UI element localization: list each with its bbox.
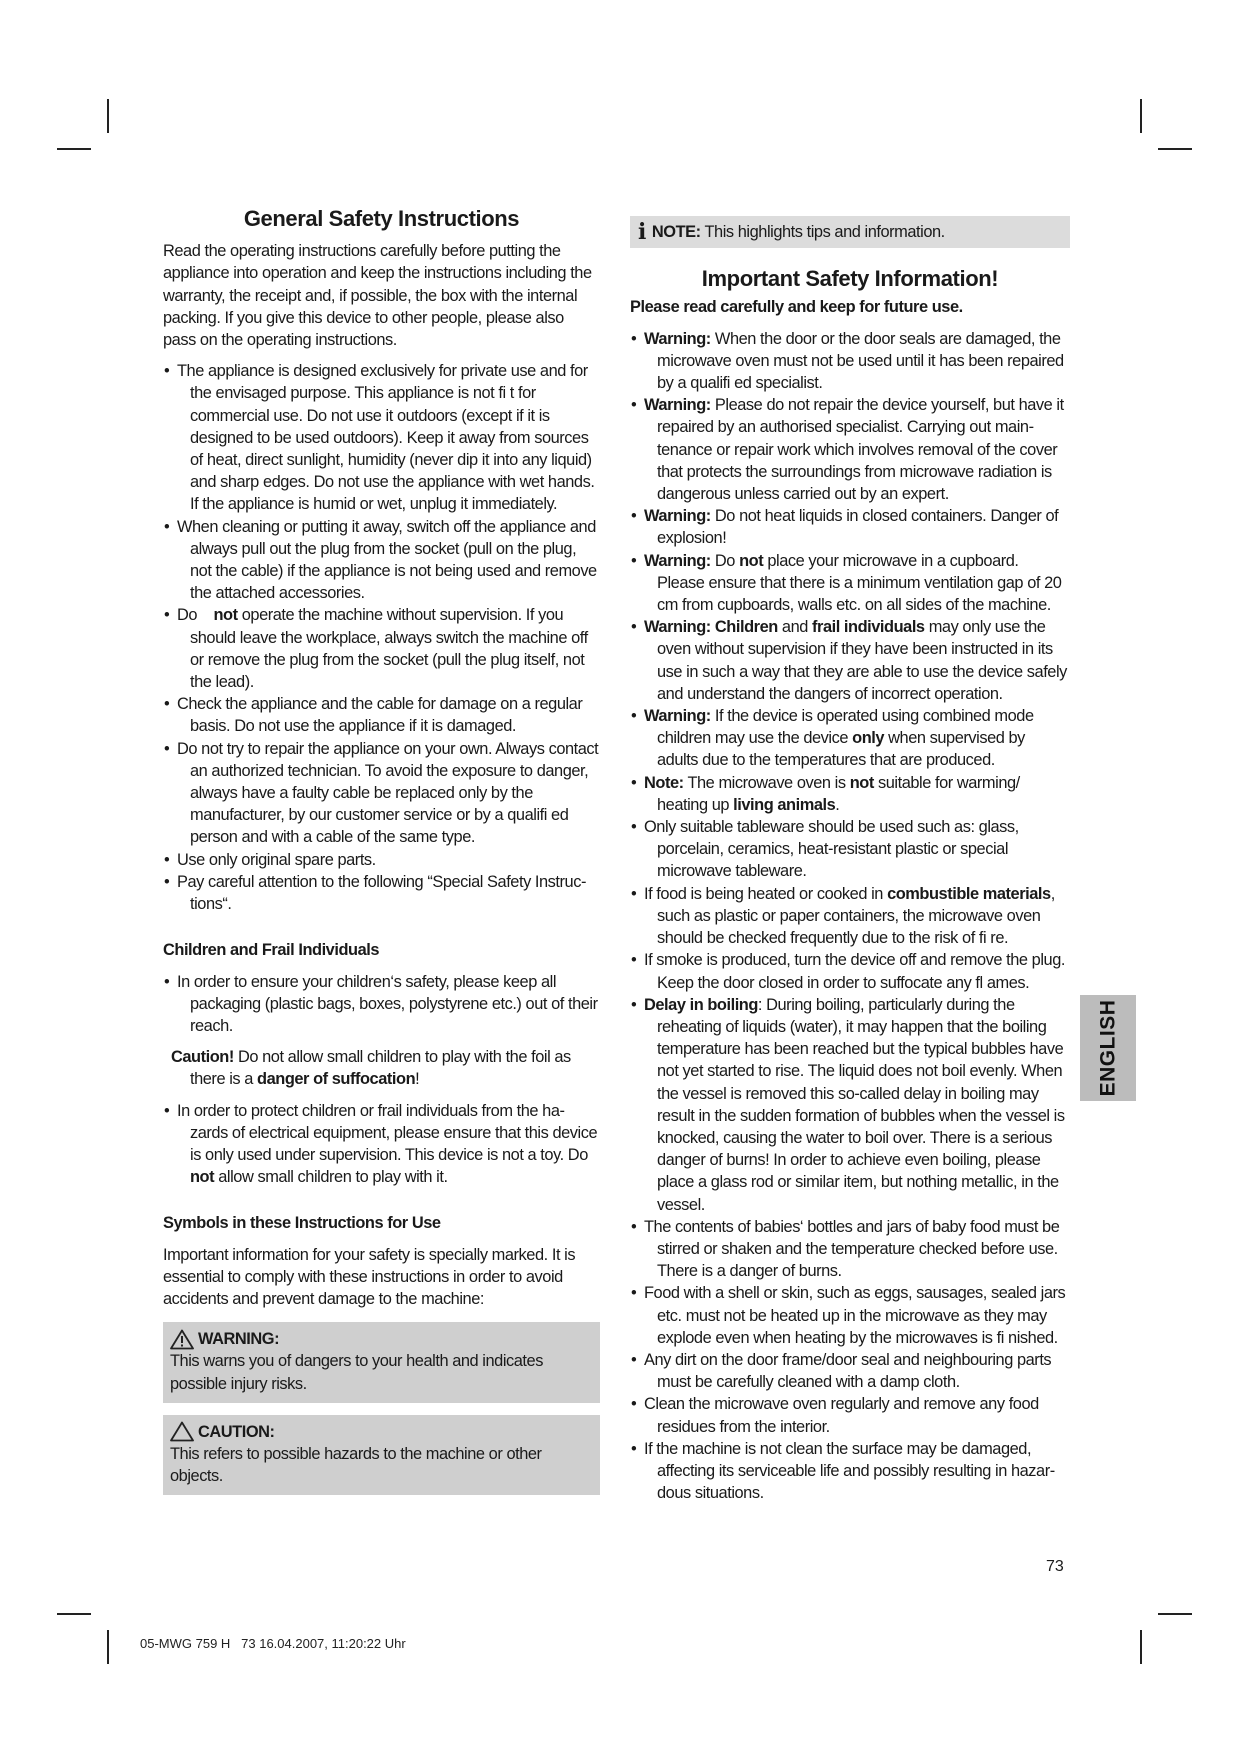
list-item: • The appliance is designed exclusively for private use and for the envisaged purpose. This appliance is not fi t for commercial use. Do not use it outdoors (except if it is designed to be used outdoors). Keep it away from sources of heat, direct sunlight, humidity (never dip it into any liquid) and sharp edges. Do not use the appliance with wet hands. If the appliance is humid or wet, unplug it immediately. — [163, 360, 600, 515]
symbols-heading: Symbols in these Instructions for Use — [163, 1214, 441, 1233]
list-item: • Warning: When the door or the door seals are damaged, the microwave oven must not be used until it has been repaired by a qualifi ed specialist. — [630, 328, 1070, 395]
general-safety-title: General Safety Instructions — [243, 206, 520, 231]
list-item: • The contents of babies‘ bottles and jars of baby food must be stirred or shaken and the temperature checked before use. There is a danger of burns. — [630, 1216, 1070, 1283]
crop-mark — [107, 99, 109, 133]
caution-triangle-icon — [170, 1421, 194, 1442]
list-item: • If the machine is not clean the surface may be damaged, affecting its serviceable life and possibly resulting in hazar- dous situations. — [630, 1438, 1070, 1505]
children-bullet-list — [163, 971, 600, 1038]
list-item: • Warning: Please do not repair the device yourself, but have it repaired by an authorised specialist. Carrying out main- tenance or repair work which involves removal of the cover that protects the surroundings from microwave radiation is dangerous unless carried out by an expert. — [630, 394, 1070, 505]
note-text: This highlights tips and information. — [704, 223, 945, 241]
general-bullet-list — [163, 360, 600, 915]
language-tab — [1080, 995, 1136, 1101]
crop-mark — [57, 148, 91, 150]
warning-triangle-icon — [170, 1329, 194, 1350]
list-item: • Use only original spare parts. — [163, 849, 600, 871]
list-item: • Delay in boiling: During boiling, particularly during the reheating of liquids (water), it may happen that the boiling temperature has been reached but the typical bubbles have not yet started to rise. The liquid does not boil evenly. When the vessel is removed this so-called delay in boiling may result in the sudden formation of bubbles when the vessel is knocked, causing the water to boil over. There is a serious danger of burns! In order to achieve even boiling, please place a glass rod or similar item, but nothing metallic, in the vessel. — [630, 994, 1070, 1216]
page-number: 73 — [1046, 1558, 1064, 1575]
warning-text: This warns you of dangers to your health and indicates possible injury risks. — [170, 1352, 543, 1393]
list-item: • Warning: Do not place your microwave in a cupboard. Please ensure that there is a minimum ventilation gap of 20 cm from cupboards, walls etc. on all sides of the machine. — [630, 550, 1070, 617]
list-item: • Do not try to repair the appliance on your own. Always contact an authorized technician. To avoid the exposure to danger, always have a faulty cable be replaced only by the manufacturer, by our customer service or by a qualifi ed person and with a cable of the same type. — [163, 738, 600, 849]
important-bullet-list — [630, 328, 1070, 1505]
caution-text: This refers to possible hazards to the machine or other objects. — [170, 1444, 542, 1486]
warning-box — [163, 1322, 600, 1403]
crop-mark — [1158, 148, 1192, 150]
list-item: • Only suitable tableware should be used such as: glass, porcelain, ceramics, heat-resistant plastic or special microwave tableware. — [630, 816, 1070, 883]
children-heading: Children and Frail Individuals — [163, 941, 380, 960]
list-item: • Warning: Do not heat liquids in closed containers. Danger of explosion! — [630, 505, 1070, 549]
crop-mark — [1140, 99, 1142, 133]
important-safety-title: Important Safety Information! — [701, 266, 999, 292]
list-item: • Warning: Children and frail individuals may only use the oven without supervision if they have been instructed in its use in such a way that they are able to use the device safely and understand the dangers of incorrect operation. — [630, 616, 1070, 705]
list-item: • If food is being heated or cooked in combustible materials, such as plastic or paper containers, the microwave oven should be checked frequently due to the risk of fi re. — [630, 883, 1070, 950]
list-item: • In order to protect children or frail individuals from the ha- zards of electrical equipment, please ensure that this device is only used under supervision. This device is not a toy. Do not allow small children to play with it. — [163, 1100, 600, 1189]
list-item: • Food with a shell or skin, such as eggs, sausages, sealed jars etc. must not be heated up in the microwave as they may explode even when heating by the microwaves is fi nished. — [630, 1282, 1070, 1349]
list-item: • When cleaning or putting it away, switch off the appliance and always pull out the plug from the socket (pull on the plug, not the cable) if the appliance is not being used and remove the attached accessories. — [163, 516, 600, 605]
list-item: • If smoke is produced, turn the device off and remove the plug. Keep the door closed in order to suffocate any fl ames. — [630, 949, 1070, 993]
list-item: • Do not operate the machine without supervision. If you should leave the workplace, always switch the machine off or remove the plug from the socket (pull the plug itself, not the lead). — [163, 604, 600, 693]
caution-paragraph: Caution! Do not allow small children to play with the foil as there is a danger of suffocation! — [171, 1048, 571, 1089]
note-bar — [630, 216, 1070, 248]
crop-mark — [1140, 1630, 1142, 1664]
crop-mark — [107, 1630, 109, 1664]
symbols-paragraph: Important information for your safety is specially marked. It is essential to comply with these instructions in order to avoid accidents and prevent damage to the machine: — [163, 1245, 576, 1308]
children-bullet-list-2 — [163, 1100, 600, 1189]
list-item: • Check the appliance and the cable for damage on a regular basis. Do not use the appliance if it is damaged. — [163, 693, 600, 737]
list-item: • Warning: If the device is operated using combined mode children may use the device only when supervised by adults due to the temperatures that are produced. — [630, 705, 1070, 772]
left-column — [163, 208, 600, 1495]
crop-mark — [57, 1613, 91, 1615]
crop-mark — [1158, 1613, 1192, 1615]
list-item: • In order to ensure your children‘s safety, please keep all packaging (plastic bags, boxes, polystyrene etc.) out of their reach. — [163, 971, 600, 1038]
caution-title: CAUTION: — [198, 1422, 275, 1441]
important-safety-subtitle: Please read carefully and keep for future use. — [630, 298, 963, 317]
list-item: • Pay careful attention to the following “Special Safety Instruc- tions“. — [163, 871, 600, 915]
note-label: NOTE: — [651, 223, 701, 241]
caution-box — [163, 1415, 600, 1496]
right-column — [630, 216, 1070, 1504]
list-item: • Note: The microwave oven is not suitable for warming/ heating up living animals. — [630, 772, 1070, 816]
list-item: • Clean the microwave oven regularly and remove any food residues from the interior. — [630, 1393, 1070, 1437]
language-tab-label: ENGLISH — [1096, 999, 1119, 1097]
list-item: • Any dirt on the door frame/door seal and neighbouring parts must be carefully cleaned with a damp cloth. — [630, 1349, 1070, 1393]
info-icon: i — [638, 219, 646, 246]
warning-title: WARNING: — [198, 1330, 280, 1349]
print-footer: 05-MWG 759 H 73 16.04.2007, 11:20:22 Uhr — [140, 1636, 406, 1651]
intro-paragraph: Read the operating instructions carefully before putting the appliance into operation and keep the instructions including the warranty, the receipt and, if possible, the box with the internal packing. If you give this device to other people, please also pass on the operating instructions. — [163, 242, 592, 350]
